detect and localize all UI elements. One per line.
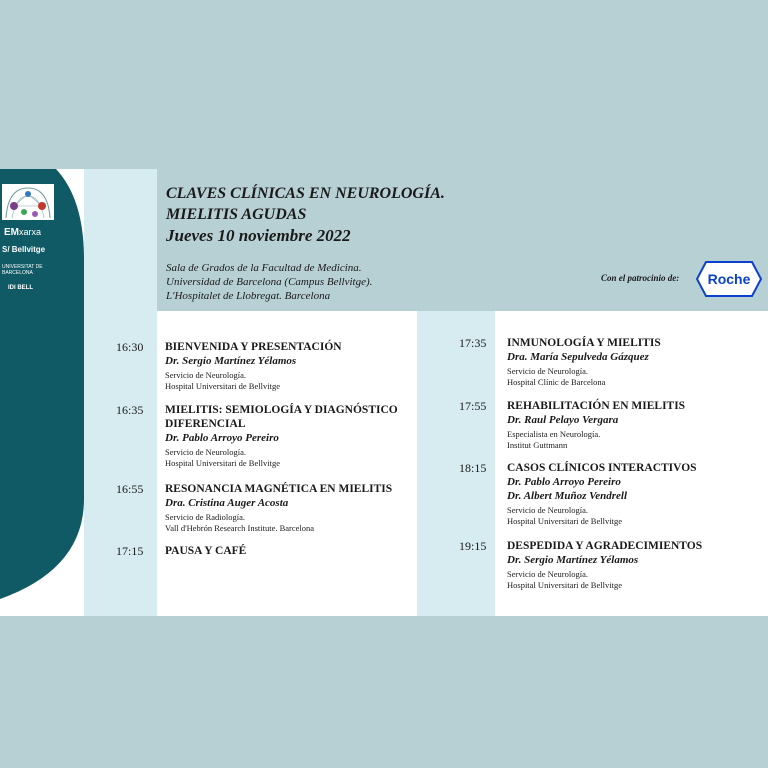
session-affiliation: Servicio de Neurología. [507, 366, 588, 376]
session-speaker: Dr. Albert Muñoz Vendrell [507, 490, 628, 502]
session-affiliation: Servicio de Neurología. [165, 447, 246, 457]
session-time: 19:15 [459, 539, 487, 553]
session-item [165, 482, 392, 534]
session-item [507, 461, 697, 527]
session-affiliation: Hospital Clínic de Barcelona [507, 377, 606, 387]
session-title: DESPEDIDA Y AGRADECIMIENTOS [507, 540, 703, 552]
ub-logo-line1: UNIVERSITAT DE [2, 264, 43, 270]
session-speaker: Dr. Pablo Arroyo Pereiro [507, 476, 621, 488]
program-card [0, 169, 768, 616]
session-time: 16:30 [116, 340, 144, 354]
event-title-line2: MIELITIS AGUDAS [166, 206, 307, 223]
session-time: 17:15 [116, 544, 144, 558]
session-affiliation: Hospital Universitari de Bellvitge [507, 516, 622, 526]
sponsor-label: Con el patrocinio de: [601, 273, 680, 283]
session-item [507, 336, 661, 388]
session-item [507, 399, 685, 451]
session-speaker: Dr. Sergio Martínez Yélamos [165, 355, 297, 367]
session-title: INMUNOLOGÍA Y MIELITIS [507, 337, 661, 349]
session-speaker: Dra. María Sepulveda Gázquez [507, 351, 649, 363]
roche-logo-text: Roche [707, 271, 751, 287]
session-time: 17:55 [459, 399, 487, 413]
session-time: 17:35 [459, 336, 487, 350]
idibell-logo: IDI BELL [8, 285, 33, 291]
session-title: RESONANCIA MAGNÉTICA EN MIELITIS [165, 483, 393, 495]
session-title: PAUSA Y CAFÉ [165, 545, 247, 557]
roche-logo-icon [696, 261, 762, 297]
session-affiliation: Hospital Universitari de Bellvitge [165, 381, 280, 391]
session-time: 18:15 [459, 461, 487, 475]
session-affiliation: Hospital Universitari de Bellvitge [165, 458, 280, 468]
network-logo-icon [2, 184, 54, 220]
session-affiliation: Vall d'Hebrón Research Institute. Barcelona [165, 523, 315, 533]
session-speaker: Dr. Raul Pelayo Vergara [507, 414, 619, 426]
session-title: MIELITIS: SEMIOLOGÍA Y DIAGNÓSTICO [165, 404, 398, 416]
venue-line: Universidad de Barcelona (Campus Bellvitge). [166, 276, 373, 288]
emxarxa-xarxa-text: xarxa [19, 227, 42, 237]
session-affiliation: Especialista en Neurología. [507, 429, 601, 439]
session-item [507, 539, 702, 591]
session-affiliation: Servicio de Radiología. [165, 512, 246, 522]
session-title: BIENVENIDA Y PRESENTACIÓN [165, 341, 342, 353]
emxarxa-em-text: EM [4, 227, 19, 238]
session-affiliation: Servicio de Neurología. [507, 505, 588, 515]
session-affiliation: Institut Guttmann [507, 440, 568, 450]
session-speaker: Dra. Cristina Auger Acosta [165, 497, 289, 509]
venue-line: Sala de Grados de la Facultad de Medicina. [166, 262, 362, 274]
session-title: CASOS CLÍNICOS INTERACTIVOS [507, 462, 697, 474]
session-title: REHABILITACIÓN EN MIELITIS [507, 400, 686, 412]
venue-line: L'Hospitalet de Llobregat. Barcelona [166, 290, 331, 302]
bellvitge-logo: S/ Bellvitge [2, 245, 46, 254]
event-venue [166, 261, 372, 303]
emxarxa-logo [4, 227, 41, 238]
session-speaker: Dr. Pablo Arroyo Pereiro [165, 432, 279, 444]
ub-logo-line2: BARCELONA [2, 270, 33, 276]
session-item [165, 403, 398, 469]
session-item [165, 340, 342, 392]
session-affiliation: Servicio de Neurología. [507, 569, 588, 579]
event-title-line1: CLAVES CLÍNICAS EN NEUROLOGÍA. [166, 185, 445, 202]
event-date: Jueves 10 noviembre 2022 [166, 226, 351, 245]
session-affiliation: Servicio de Neurología. [165, 370, 246, 380]
event-title-block [166, 183, 445, 246]
session-time: 16:35 [116, 403, 144, 417]
ub-logo [2, 264, 43, 276]
session-time: 16:55 [116, 482, 144, 496]
session-item [165, 544, 246, 558]
session-speaker: Dr. Sergio Martínez Yélamos [507, 554, 639, 566]
session-title: DIFERENCIAL [165, 418, 246, 430]
session-affiliation: Hospital Universitari de Bellvitge [507, 580, 622, 590]
